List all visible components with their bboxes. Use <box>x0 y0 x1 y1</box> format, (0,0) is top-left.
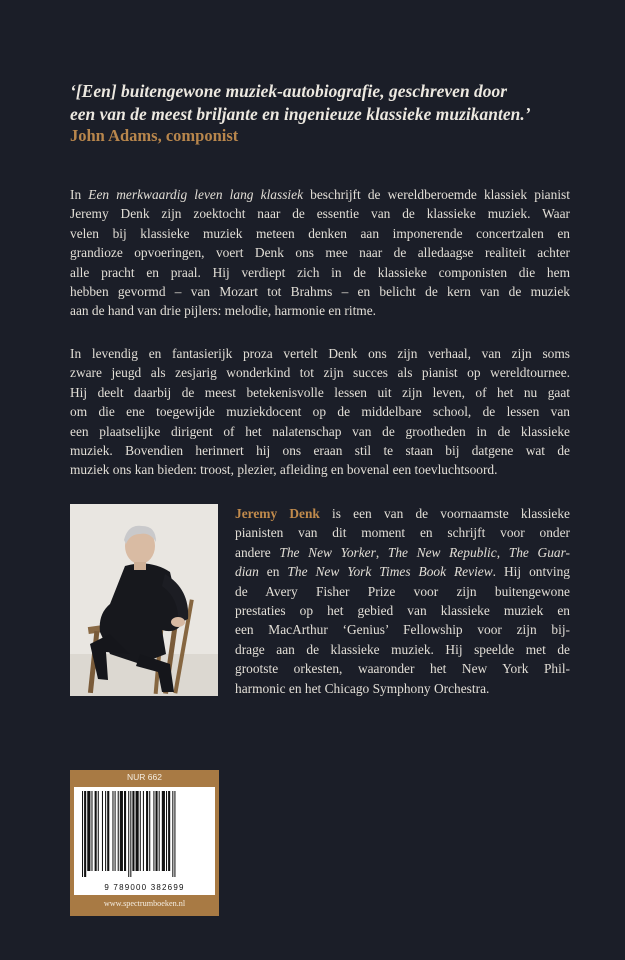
book-title: Een merkwaardig leven lang klassiek <box>88 187 304 202</box>
quote <box>70 80 570 126</box>
text-line: harmonic en het Chicago Symphony Orchestra. <box>235 680 490 696</box>
barcode-bar <box>140 791 141 871</box>
text-line: een plaatselijke dirigent of het nalatenschap van de grootheden in de klassieke <box>70 423 570 439</box>
text-line: de Avery Fisher Prize voor zijn buitengewone <box>235 583 570 599</box>
barcode-bar <box>124 791 126 871</box>
barcode-bar <box>168 791 170 871</box>
barcode-bar <box>174 791 175 877</box>
isbn-digits: 9 789000 382699 <box>104 883 185 892</box>
nur-code: NUR 662 <box>127 772 162 782</box>
text-line: andere The New Yorker, The New Republic, The Guar- <box>235 544 571 560</box>
text-line: hebben gevormd – van Mozart tot Brahms – en belicht de kern van de muziek <box>70 284 570 300</box>
text-line: pianisten van dit moment en schrijft voor onder <box>235 525 570 541</box>
text-line: aan de hand van drie pijlers: melodie, harmonie en ritme. <box>70 303 377 319</box>
barcode-bar <box>87 791 90 871</box>
text-line: grandioze opvoeringen, voert Denk ons mee naar de alledaagse realiteit achter <box>70 245 570 261</box>
text-line: een MacArthur ‘Genius’ Fellowship voor zijn bij- <box>235 622 570 638</box>
description-paragraph-1 <box>70 185 570 321</box>
author-photo-illustration <box>70 504 218 696</box>
text-line: dian en The New York Times Book Review. Hij ontving <box>235 564 570 580</box>
text-line: In levendig en fantasierijk proza vertelt Denk ons zijn verhaal, van zijn soms <box>70 346 570 361</box>
text-line: In Een merkwaardig leven lang klassiek beschrijft de wereldberoemde klassiek pianist <box>70 187 570 202</box>
barcode <box>74 787 215 895</box>
quote-line-2: een van de meest briljante en ingenieuze klassieke muzikanten.’ <box>70 104 531 124</box>
publisher-website: www.spectrumboeken.nl <box>103 899 186 908</box>
barcode-bar <box>143 791 144 871</box>
text-line: om die ene toegewijde muziekdocent op de middelbare school, de lessen van <box>70 404 570 420</box>
barcode-bar <box>156 791 158 871</box>
barcode-bar <box>132 791 134 871</box>
text-line: prestaties op het gebied van klassieke muziek en <box>235 603 570 619</box>
quote-line-1: ‘[Een] buitengewone muziek-autobiografie, geschreven door <box>70 81 508 101</box>
barcode-bar <box>172 791 173 877</box>
barcode-bar <box>98 791 99 871</box>
description-paragraph-2 <box>70 344 570 480</box>
quote-author: John Adams, componist <box>70 126 239 145</box>
barcode-bar <box>95 791 97 871</box>
barcode-bar <box>112 791 113 871</box>
text-line: zware jeugd als zesjarig wonderkind tot zijn succes als pianist op wereldtournee. <box>70 365 570 381</box>
text-line: muziek. Bovendien herinnert hij ons eraan stil te staan bij datgene wat de <box>70 443 570 459</box>
barcode-bars <box>74 787 215 882</box>
barcode-bar <box>105 791 106 871</box>
text-line: alle pracht en praal. Hij verdiept zich in de klassieke componisten die hem <box>70 264 570 280</box>
barcode-bar <box>102 791 103 871</box>
barcode-bar <box>136 791 139 871</box>
text-line: muziek ons kan bieden: troost, plezier, afleiding en bovenal een toevluchtsoord. <box>70 462 498 478</box>
barcode-bar <box>146 791 148 871</box>
barcode-bar <box>118 791 119 871</box>
barcode-bar <box>91 791 92 871</box>
author-photo <box>70 504 218 696</box>
barcode-bar <box>166 791 167 871</box>
text-line: velen bij klassieke muziek meteen denken aan imponerende concertzalen en <box>70 225 570 241</box>
barcode-bar <box>107 791 109 871</box>
author-bio <box>235 504 570 698</box>
barcode-panel <box>70 770 219 916</box>
barcode-bar <box>128 791 129 877</box>
text-line: drage aan de klassieke muziek. Hij speelde met de <box>235 641 570 657</box>
barcode-bar <box>153 791 154 871</box>
text-line: grootste orkesten, waaronder het New York Phil- <box>235 661 570 677</box>
text-line: Hij deelt daarbij de meest betekenisvolle lessen uit zijn leven, of het nu gaat <box>70 384 570 400</box>
barcode-bar <box>120 791 123 871</box>
text-line: Jeremy Denk is een van de voornaamste klassieke <box>235 506 570 521</box>
barcode-bar <box>82 791 83 877</box>
barcode-bar <box>115 791 116 871</box>
text-line: Jeremy Denk zijn zoektocht naar de essentie van de klassieke muziek. Waar <box>70 206 570 222</box>
author-name: Jeremy Denk <box>235 506 320 521</box>
barcode-bar <box>159 791 160 871</box>
barcode-bar <box>84 791 86 877</box>
barcode-bar <box>130 791 131 877</box>
barcode-bar <box>162 791 165 871</box>
barcode-bar <box>149 791 150 871</box>
